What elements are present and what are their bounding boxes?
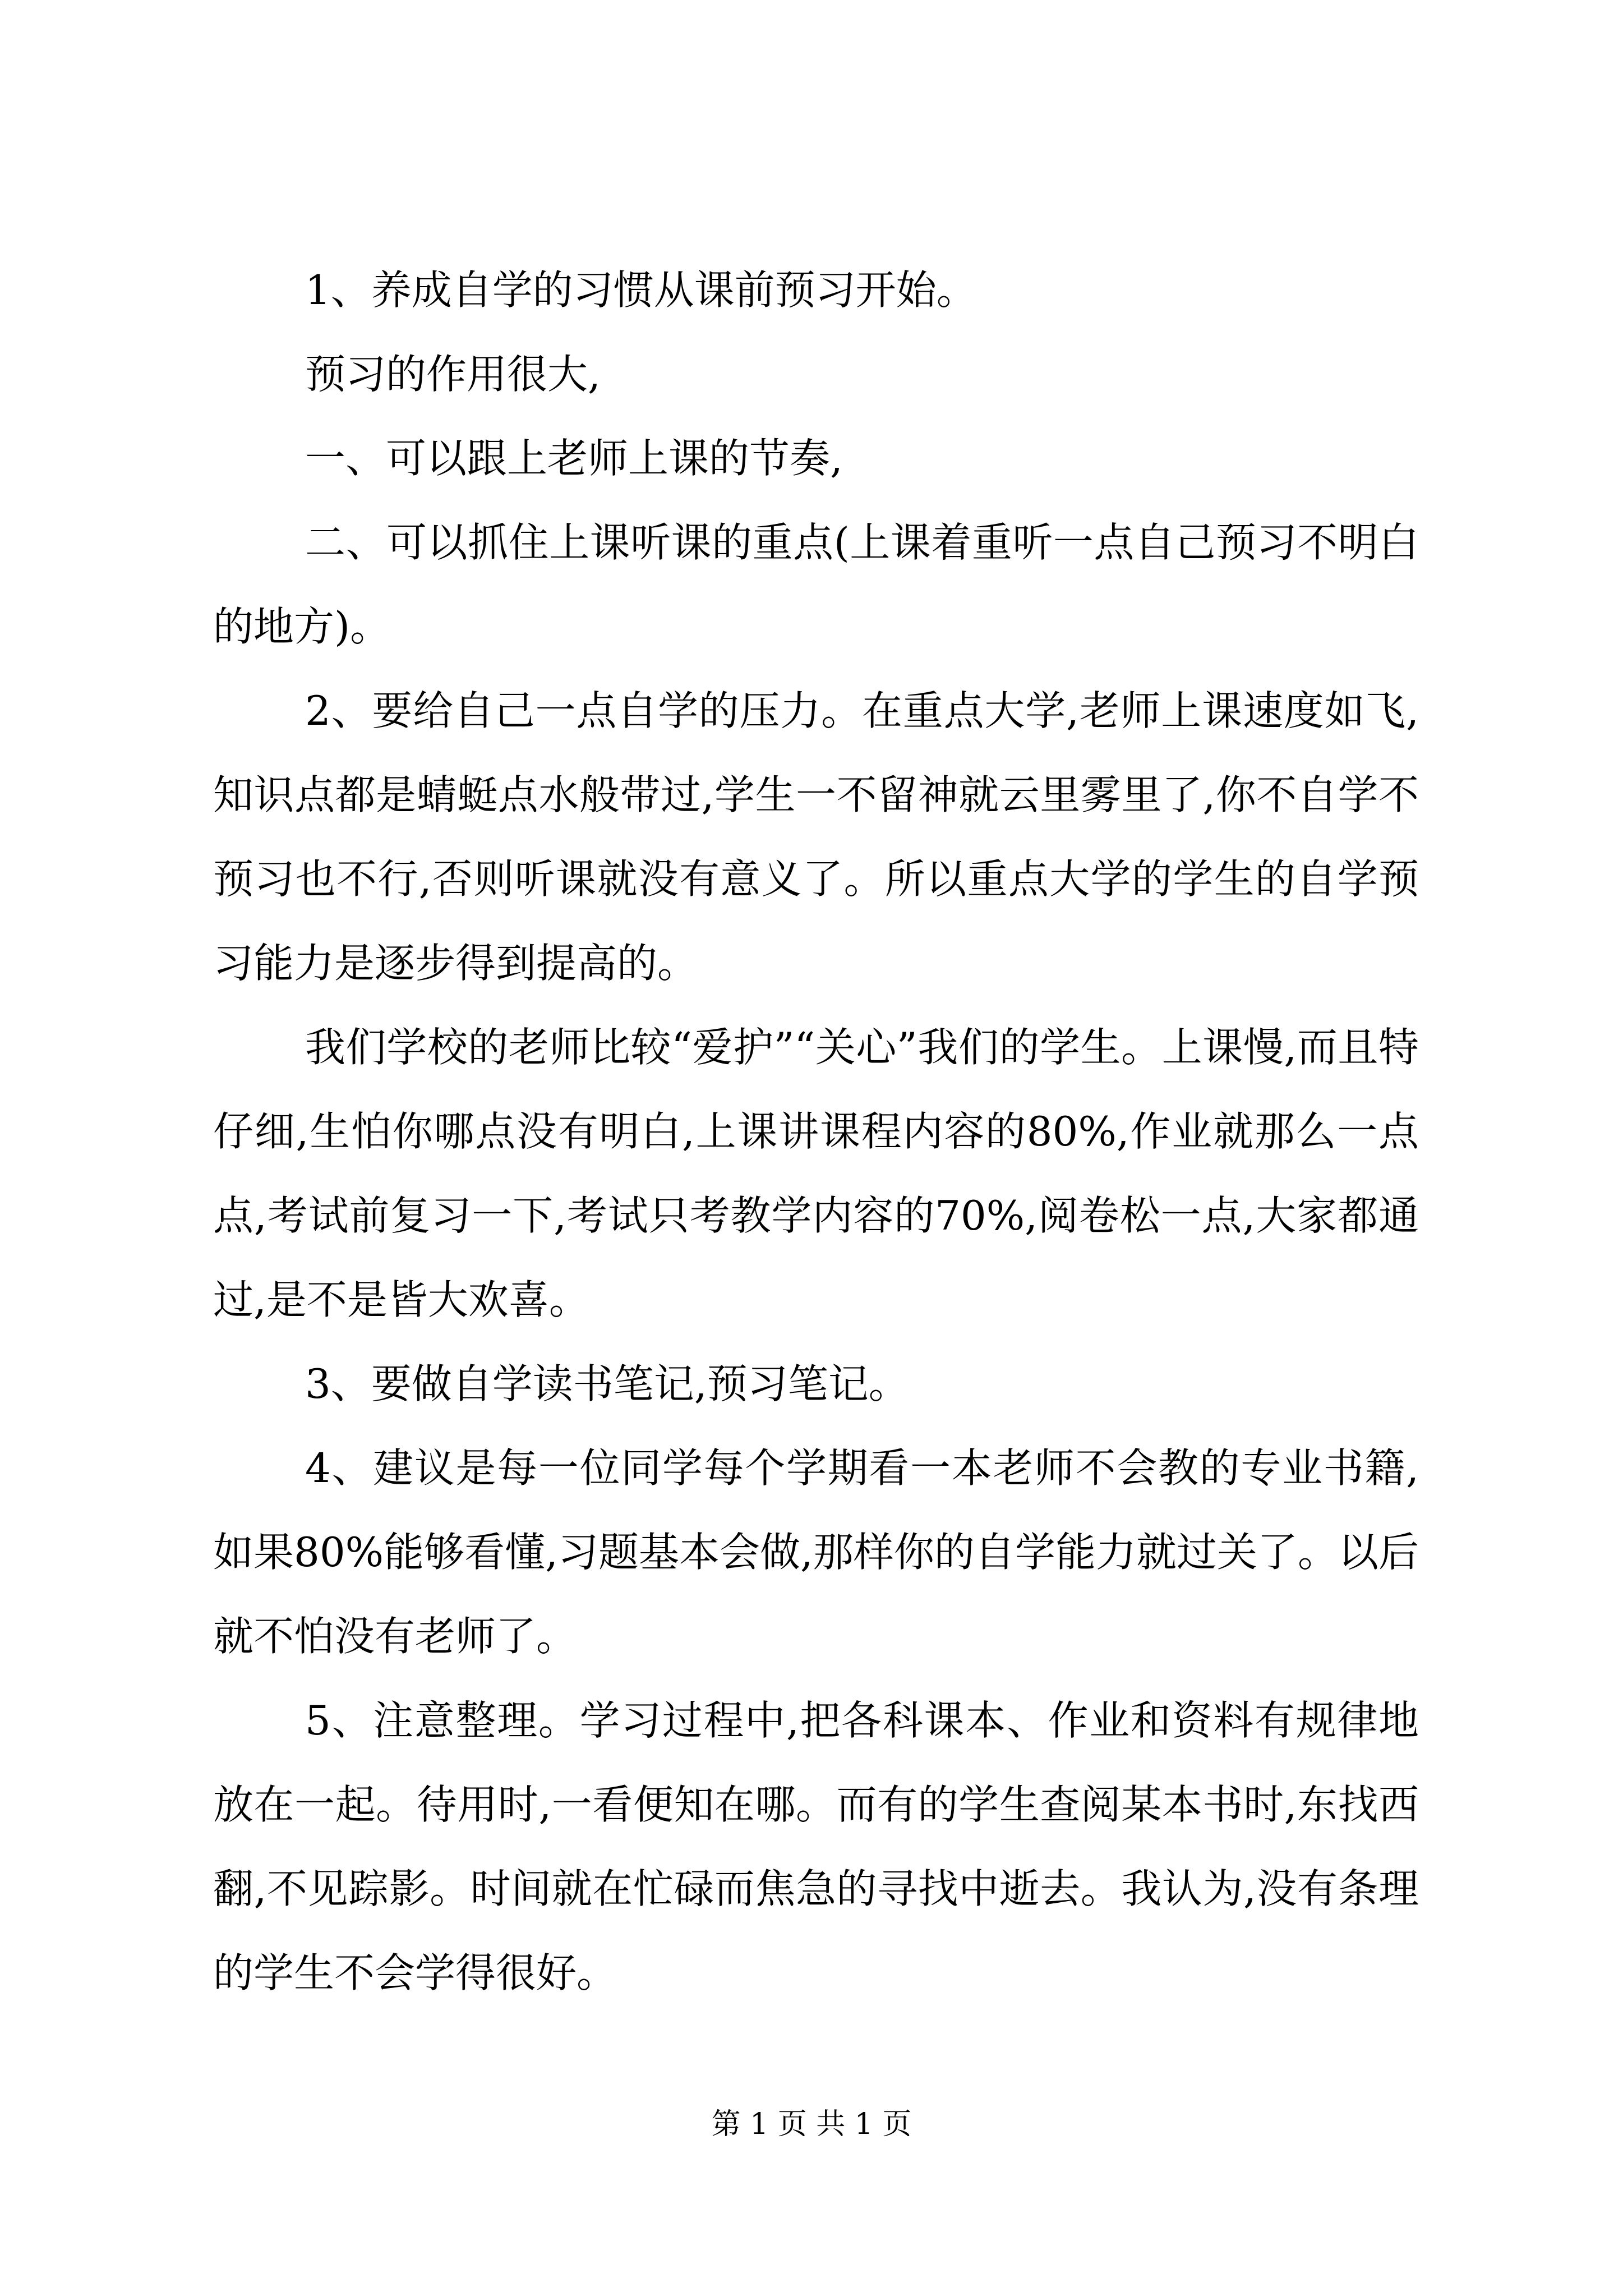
page-footer: 第 1 页 共 1 页 (711, 2108, 912, 2141)
document-body (213, 248, 1419, 2015)
paragraph-4: 二、可以抓住上课听课的重点(上课着重听一点自己预习不明白的地方)。 (213, 519, 1419, 650)
paragraph-5: 2、要给自己一点自学的压力。在重点大学,老师上课速度如飞,知识点都是蜻蜓点水般带过,学生一不留神就云里雾里了,你不自学不预习也不行,否则听课就没有意义了。所以重点大学的学生的自学预习能力是逐步得到提高的。 (213, 687, 1419, 987)
paragraph-7: 3、要做自学读书笔记,预习笔记。 (305, 1360, 909, 1407)
paragraph-8: 4、建议是每一位同学每个学期看一本老师不会教的专业书籍,如果80%能够看懂,习题基本会做,那样你的自学能力就过关了。以后就不怕没有老师了。 (213, 1444, 1419, 1660)
paragraph-9: 5、注意整理。学习过程中,把各科课本、作业和资料有规律地放在一起。待用时,一看便知在哪。而有的学生查阅某本书时,东找西翻,不见踪影。时间就在忙碌而焦急的寻找中逝去。我认为,没有条理的学生不会学得很好。 (213, 1697, 1419, 1996)
paragraph-3: 一、可以跟上老师上课的节奏, (305, 435, 843, 482)
paragraph-6: 我们学校的老师比较“爱护”“关心”我们的学生。上课慢,而且特仔细,生怕你哪点没有明白,上课讲课程内容的80%,作业就那么一点点,考试前复习一下,考试只考教学内容的70%,阅卷松一点,大家都通过,是不是皆大欢喜。 (213, 1024, 1419, 1323)
paragraph-1: 1、养成自学的习惯从课前预习开始。 (305, 266, 977, 314)
paragraph-2: 预习的作用很大, (305, 351, 601, 398)
